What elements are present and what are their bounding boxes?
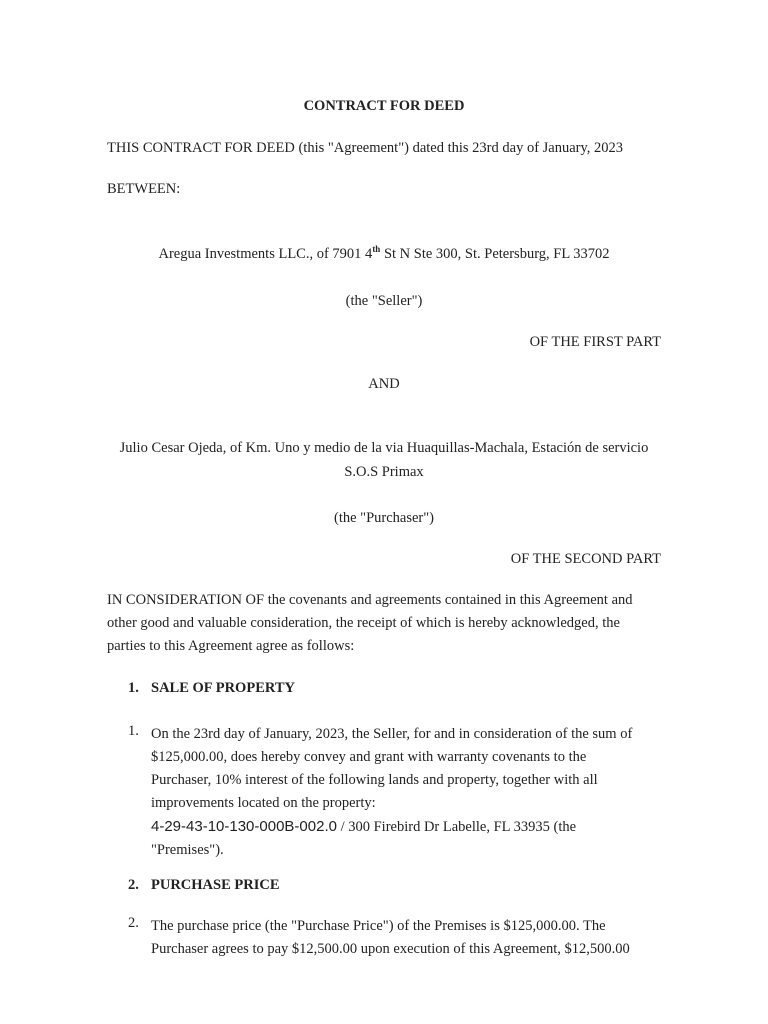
section-title: PURCHASE PRICE [151, 877, 280, 893]
seller-label: (the "Seller") [345, 293, 423, 309]
first-part-label: OF THE FIRST PART [529, 334, 661, 350]
purchaser-label: (the "Purchaser") [333, 510, 434, 526]
item-line: "Premises"). [151, 842, 224, 858]
consideration-line: other good and valuable consideration, the receipt of which is hereby acknowledged, the [107, 615, 620, 631]
purchaser-address-line-1: Julio Cesar Ojeda, of Km. Uno y medio de la via Huaquillas-Machala, Estación de servicio [119, 440, 649, 456]
and-label: AND [368, 376, 400, 392]
item-line: On the 23rd day of January, 2023, the Seller, for and in consideration of the sum of [151, 726, 633, 742]
item-body [151, 915, 666, 961]
item-line: $125,000.00, does hereby convey and grant with warranty covenants to the [151, 749, 587, 765]
consideration-line: IN CONSIDERATION OF the covenants and agreements contained in this Agreement and [107, 592, 633, 608]
item-line: Purchaser, 10% interest of the following lands and property, together with all [151, 772, 598, 788]
intro-line: THIS CONTRACT FOR DEED (this "Agreement") dated this 23rd day of January, 2023 [107, 140, 624, 156]
seller-address-part-a: Aregua Investments LLC., of 7901 4 [158, 246, 373, 262]
consideration-paragraph [107, 589, 667, 658]
purchaser-address-line-2: S.O.S Primax [344, 464, 424, 480]
between-label: BETWEEN: [107, 181, 181, 197]
section-number: 1. [128, 680, 139, 696]
item-number: 2. [128, 915, 139, 931]
seller-address-part-b: St N Ste 300, St. Petersburg, FL 33702 [380, 246, 610, 262]
section-title: SALE OF PROPERTY [151, 680, 295, 696]
second-part-label: OF THE SECOND PART [510, 551, 661, 567]
parcel-line [151, 815, 666, 839]
seller-address-superscript: th [372, 244, 381, 254]
parcel-id: 4-29-43-10-130-000B-002.0 [151, 818, 337, 835]
item-line: The purchase price (the "Purchase Price") of the Premises is $125,000.00. The [151, 918, 606, 934]
consideration-line: parties to this Agreement agree as follows: [107, 638, 355, 654]
item-line: improvements located on the property: [151, 795, 376, 811]
section-number: 2. [128, 877, 139, 893]
document-title: CONTRACT FOR DEED [303, 98, 465, 114]
parcel-address: / 300 Firebird Dr Labelle, FL 33935 (the [336, 819, 577, 835]
seller-address [0, 244, 768, 262]
item-line: Purchaser agrees to pay $12,500.00 upon execution of this Agreement, $12,500.00 [151, 941, 630, 957]
section-heading-sale-of-property [128, 681, 295, 696]
section-heading-purchase-price [128, 878, 280, 893]
item-body [151, 723, 666, 862]
item-number: 1. [128, 723, 139, 739]
